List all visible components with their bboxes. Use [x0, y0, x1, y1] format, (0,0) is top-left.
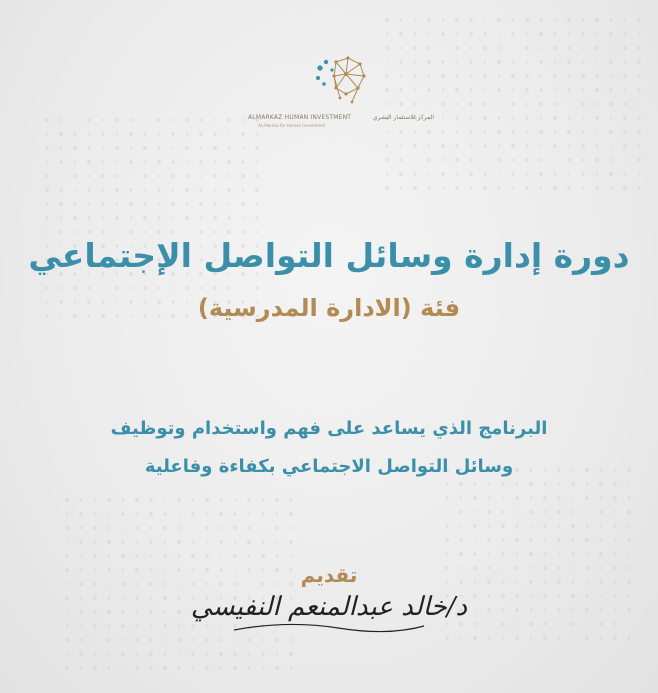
presented-by-label: تقديم — [300, 563, 358, 587]
logo-english-name: ALMARKAZ HUMAN INVESTMENT — [248, 114, 352, 121]
course-title: دورة إدارة وسائل التواصل الإجتماعي — [28, 236, 630, 275]
network-globe-logo-icon — [310, 54, 372, 108]
logo-arabic-name: المركز للاستثمار البشري — [372, 114, 434, 121]
course-category: فئة (الادارة المدرسية) — [197, 294, 461, 322]
organization-logo — [248, 54, 434, 134]
logo-tagline: AL-Markaz for Human Investment — [258, 123, 326, 128]
presenter-signature: د/خالد عبدالمنعم النفيسي — [190, 592, 468, 622]
description-line-2: وسائل التواصل الاجتماعي بكفاءة وفاعلية — [144, 456, 514, 477]
description-line-1: البرنامج الذي يساعد على فهم واستخدام وتوظيف — [110, 418, 548, 439]
signature-flourish — [228, 590, 428, 640]
